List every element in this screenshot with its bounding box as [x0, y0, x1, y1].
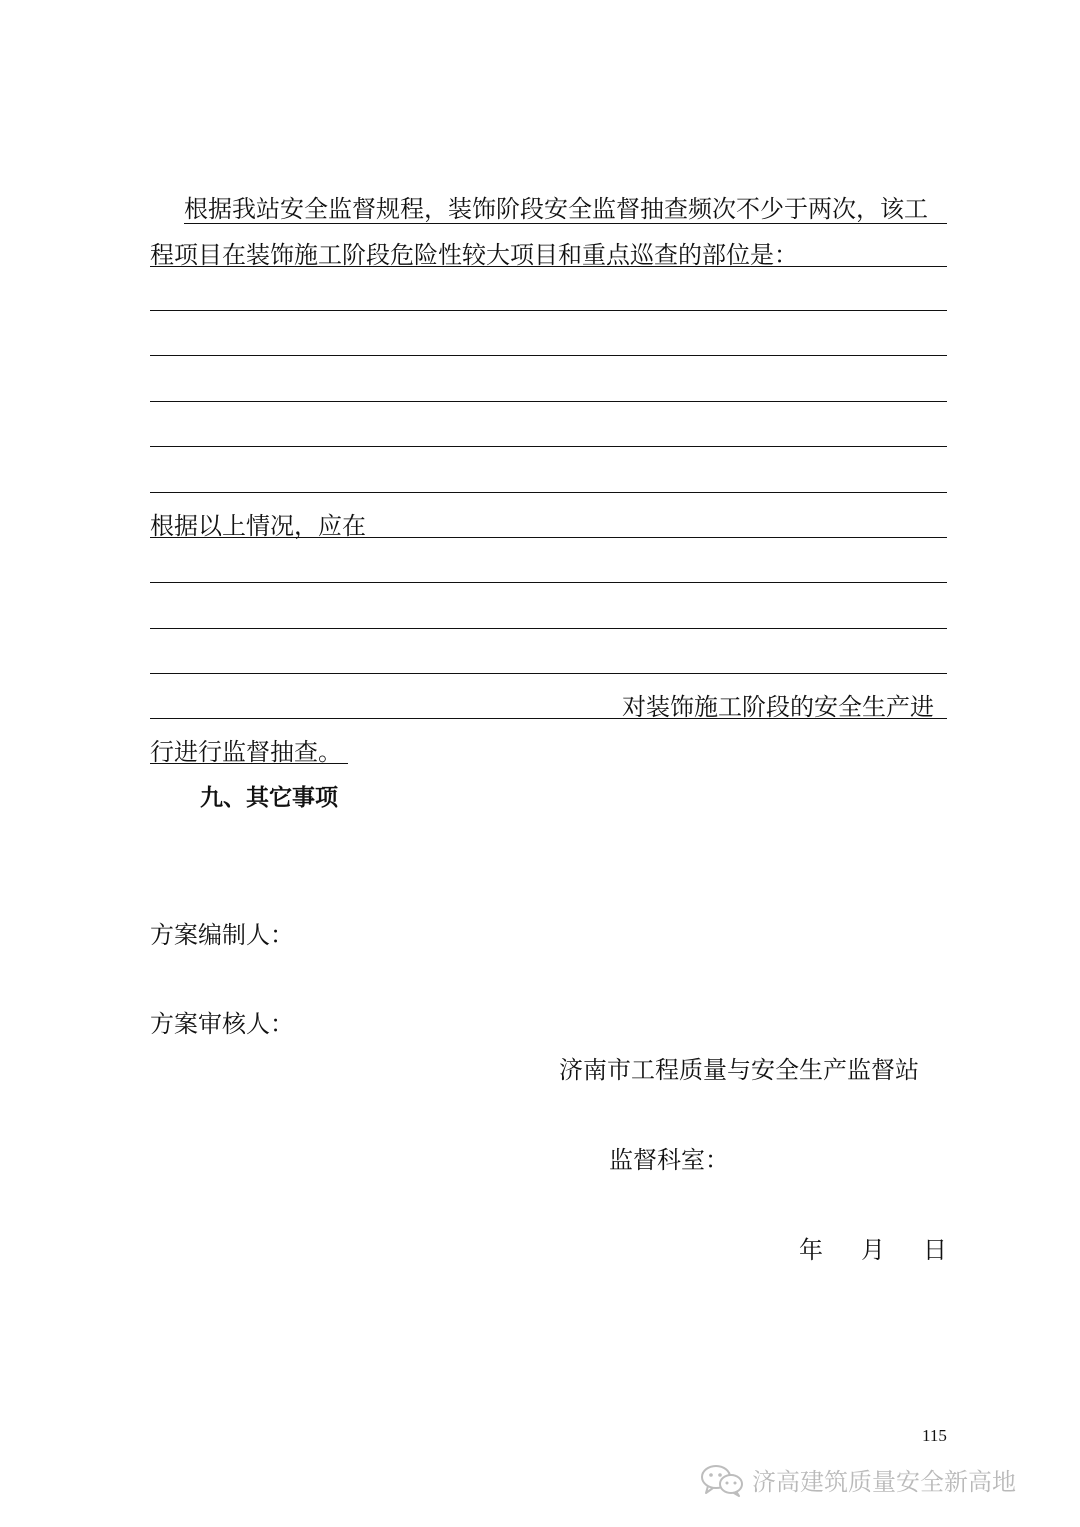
underline-3[interactable]: [150, 537, 947, 538]
paragraph-2-end: 行进行监督抽查。: [150, 738, 342, 766]
blank-line-4[interactable]: [150, 446, 947, 447]
blank-line-7[interactable]: [150, 628, 947, 629]
paragraph-2-line-1: 根据以上情况，应在: [150, 512, 366, 540]
blank-line-8[interactable]: [150, 673, 947, 674]
underline-4[interactable]: [150, 718, 947, 719]
section-heading: 九、其它事项: [200, 785, 338, 811]
blank-line-1[interactable]: [150, 310, 947, 311]
organization-name: 济南市工程质量与安全生产监督站: [559, 1056, 919, 1084]
blank-line-2[interactable]: [150, 355, 947, 356]
blank-line-5[interactable]: [150, 492, 947, 493]
underline-5: [150, 763, 348, 764]
underline-1: [184, 223, 947, 224]
blank-line-3[interactable]: [150, 401, 947, 402]
date-year: 年: [799, 1236, 823, 1264]
department-label: 监督科室：: [609, 1146, 729, 1174]
wechat-icon: [700, 1463, 744, 1497]
date-day: 日: [923, 1236, 947, 1264]
paragraph-1-line-2: 程项目在装饰施工阶段危险性较大项目和重点巡查的部位是：: [150, 241, 798, 269]
watermark: [700, 1462, 1016, 1497]
blank-line-6[interactable]: [150, 582, 947, 583]
underline-2: [150, 266, 947, 267]
watermark-text: 济高建筑质量安全新高地: [752, 1468, 1016, 1496]
date-month: 月: [861, 1236, 885, 1264]
paragraph-2-tail: 对装饰施工阶段的安全生产进: [622, 693, 934, 721]
reviewer-label: 方案审核人：: [150, 1010, 294, 1038]
page-number: 115: [922, 1426, 947, 1445]
compiler-label: 方案编制人：: [150, 921, 294, 949]
paragraph-1-line-1: 根据我站安全监督规程，装饰阶段安全监督抽查频次不少于两次，该工: [184, 195, 928, 223]
